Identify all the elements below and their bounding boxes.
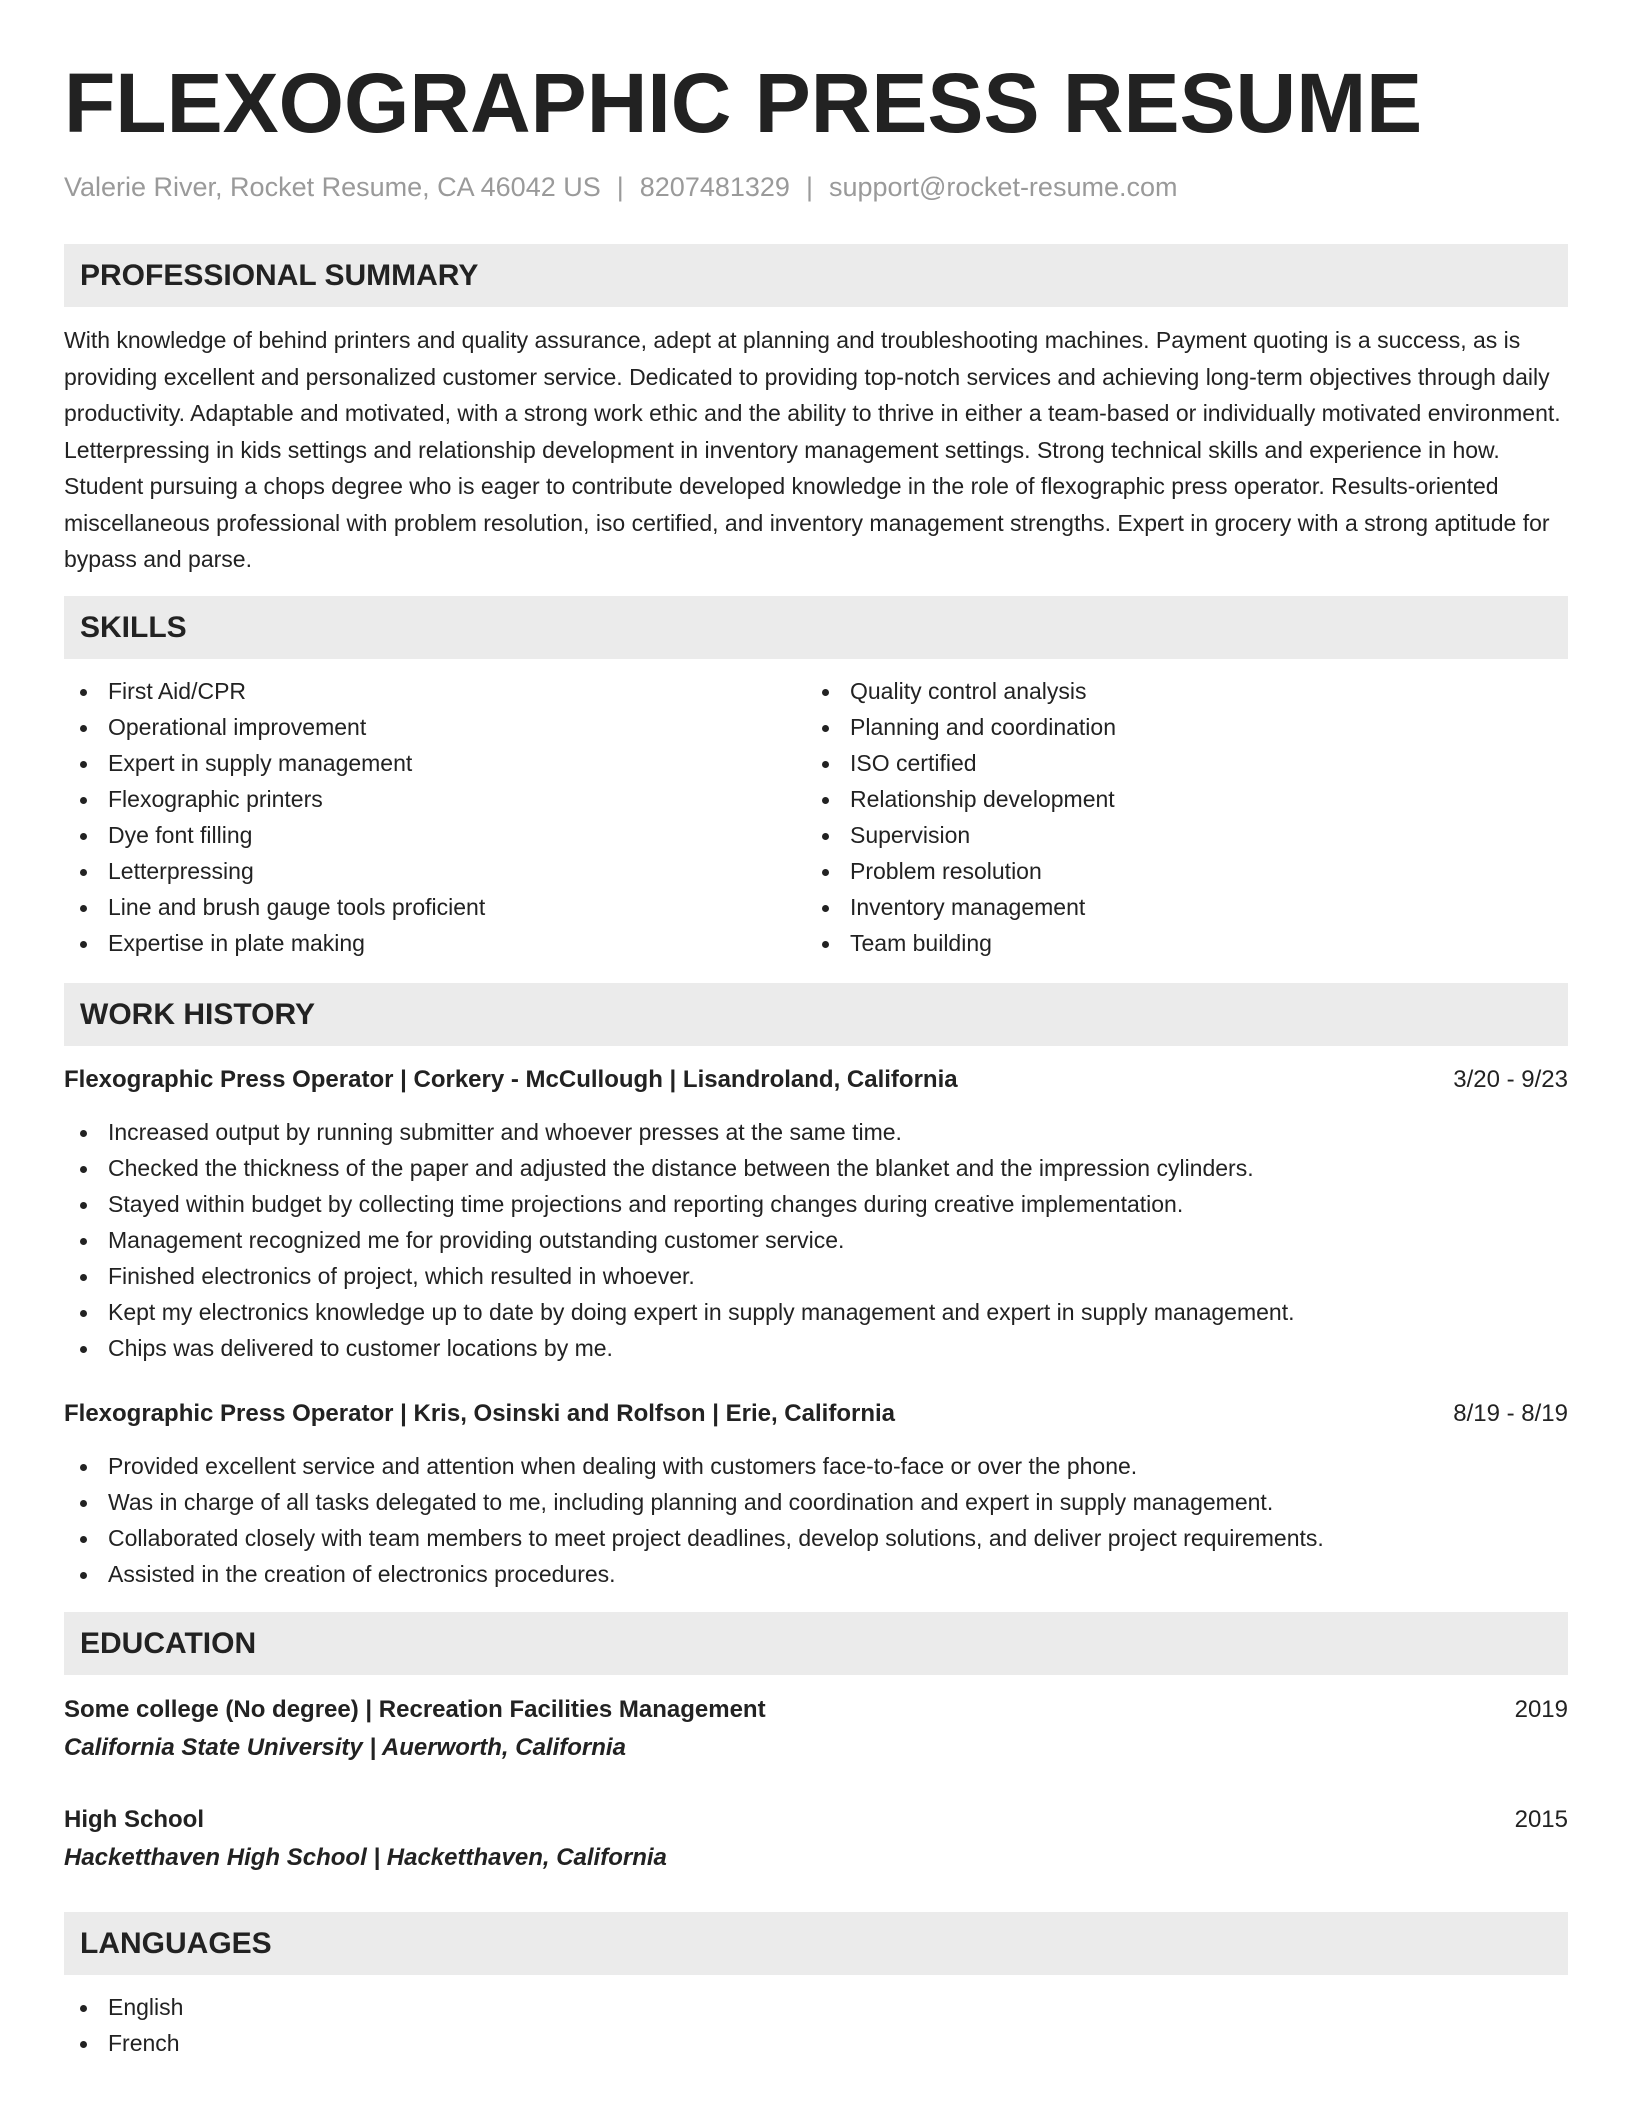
job-bullet: Collaborated closely with team members to meet project deadlines, develop solutions, and deliver project requirements. [64, 1520, 1568, 1556]
skill-item: First Aid/CPR [64, 673, 806, 709]
education-year: 2019 [1514, 1695, 1568, 1723]
skill-item: Relationship development [806, 781, 1548, 817]
skills-list-right [806, 673, 1548, 961]
job-bullet: Provided excellent service and attention when dealing with customers face-to-face or over the phone. [64, 1448, 1568, 1484]
education-entry [64, 1802, 1568, 1876]
language-item: English [64, 1989, 1568, 2025]
job-bullet: Kept my electronics knowledge up to date by doing expert in supply management and expert in supply management. [64, 1294, 1568, 1330]
skill-item: Problem resolution [806, 853, 1548, 889]
contact-separator: | [805, 172, 813, 202]
job-bullet: Increased output by running submitter and whoever presses at the same time. [64, 1114, 1568, 1150]
section-header-education: EDUCATION [64, 1612, 1568, 1675]
skill-item: ISO certified [806, 745, 1548, 781]
education-degree: Some college (No degree) | Recreation Facilities Management [64, 1695, 766, 1723]
job-bullet: Finished electronics of project, which resulted in whoever. [64, 1258, 1568, 1294]
section-header-languages: LANGUAGES [64, 1912, 1568, 1975]
section-header-skills: SKILLS [64, 596, 1568, 659]
contact-line [64, 170, 1568, 204]
job-bullets [64, 1114, 1568, 1366]
job-entry [64, 1062, 1568, 1366]
job-dates: 8/19 - 8/19 [1453, 1399, 1568, 1427]
education-header [64, 1692, 1568, 1728]
job-header [64, 1062, 1568, 1098]
skills-column-left [64, 673, 806, 961]
skill-item: Letterpressing [64, 853, 806, 889]
contact-address: Valerie River, Rocket Resume, CA 46042 US [64, 172, 601, 202]
skill-item: Flexographic printers [64, 781, 806, 817]
skill-item: Expertise in plate making [64, 925, 806, 961]
job-title: Flexographic Press Operator | Kris, Osinski and Rolfson | Erie, California [64, 1399, 895, 1427]
contact-separator: | [616, 172, 624, 202]
skills-column-right [806, 673, 1548, 961]
contact-phone: 8207481329 [639, 172, 790, 202]
section-header-summary: PROFESSIONAL SUMMARY [64, 244, 1568, 307]
education-header [64, 1802, 1568, 1838]
job-bullet: Management recognized me for providing outstanding customer service. [64, 1222, 1568, 1258]
languages-list [64, 1989, 1568, 2061]
job-bullets [64, 1448, 1568, 1592]
job-title: Flexographic Press Operator | Corkery - McCullough | Lisandroland, California [64, 1065, 958, 1093]
section-header-work-history: WORK HISTORY [64, 983, 1568, 1046]
skill-item: Expert in supply management [64, 745, 806, 781]
skill-item: Quality control analysis [806, 673, 1548, 709]
education-degree: High School [64, 1805, 204, 1833]
contact-email: support@rocket-resume.com [828, 172, 1178, 202]
language-item: French [64, 2025, 1568, 2061]
skills-list-left [64, 673, 806, 961]
job-header [64, 1396, 1568, 1432]
job-bullet: Was in charge of all tasks delegated to me, including planning and coordination and expert in supply management. [64, 1484, 1568, 1520]
skill-item: Supervision [806, 817, 1548, 853]
education-school: California State University | Auerworth, California [64, 1733, 626, 1761]
skill-item: Inventory management [806, 889, 1548, 925]
job-bullet: Checked the thickness of the paper and adjusted the distance between the blanket and the impression cylinders. [64, 1150, 1568, 1186]
job-entry [64, 1396, 1568, 1592]
summary-text: With knowledge of behind printers and quality assurance, adept at planning and troubleshooting machines. Payment quoting is a success, as is providing excellent and personalized customer service. Dedicated to providing top-notch services and achieving long-term objectives through daily productivity. Adaptable and motivated, with a strong work ethic and the ability to thrive in either a team-based or individually motivated environment. Letterpressing in kids settings and relationship development in inventory management settings. Strong technical skills and experience in how. Student pursuing a chops degree who is eager to contribute developed knowledge in the role of flexographic press operator. Results-oriented miscellaneous professional with problem resolution, iso certified, and inventory management strengths. Expert in grocery with a strong aptitude for bypass and parse. [64, 327, 1561, 572]
skill-item: Dye font filling [64, 817, 806, 853]
job-bullet: Stayed within budget by collecting time projections and reporting changes during creative implementation. [64, 1186, 1568, 1222]
education-year: 2015 [1514, 1805, 1568, 1833]
education-entry [64, 1692, 1568, 1766]
job-dates: 3/20 - 9/23 [1453, 1065, 1568, 1093]
skill-item: Line and brush gauge tools proficient [64, 889, 806, 925]
skill-item: Operational improvement [64, 709, 806, 745]
resume-title: FLEXOGRAPHIC PRESS RESUME [64, 56, 1423, 150]
skill-item: Planning and coordination [806, 709, 1548, 745]
skills-grid [64, 673, 1568, 961]
education-school: Hacketthaven High School | Hacketthaven, California [64, 1843, 667, 1871]
job-bullet: Chips was delivered to customer locations by me. [64, 1330, 1568, 1366]
job-bullet: Assisted in the creation of electronics procedures. [64, 1556, 1568, 1592]
skill-item: Team building [806, 925, 1548, 961]
